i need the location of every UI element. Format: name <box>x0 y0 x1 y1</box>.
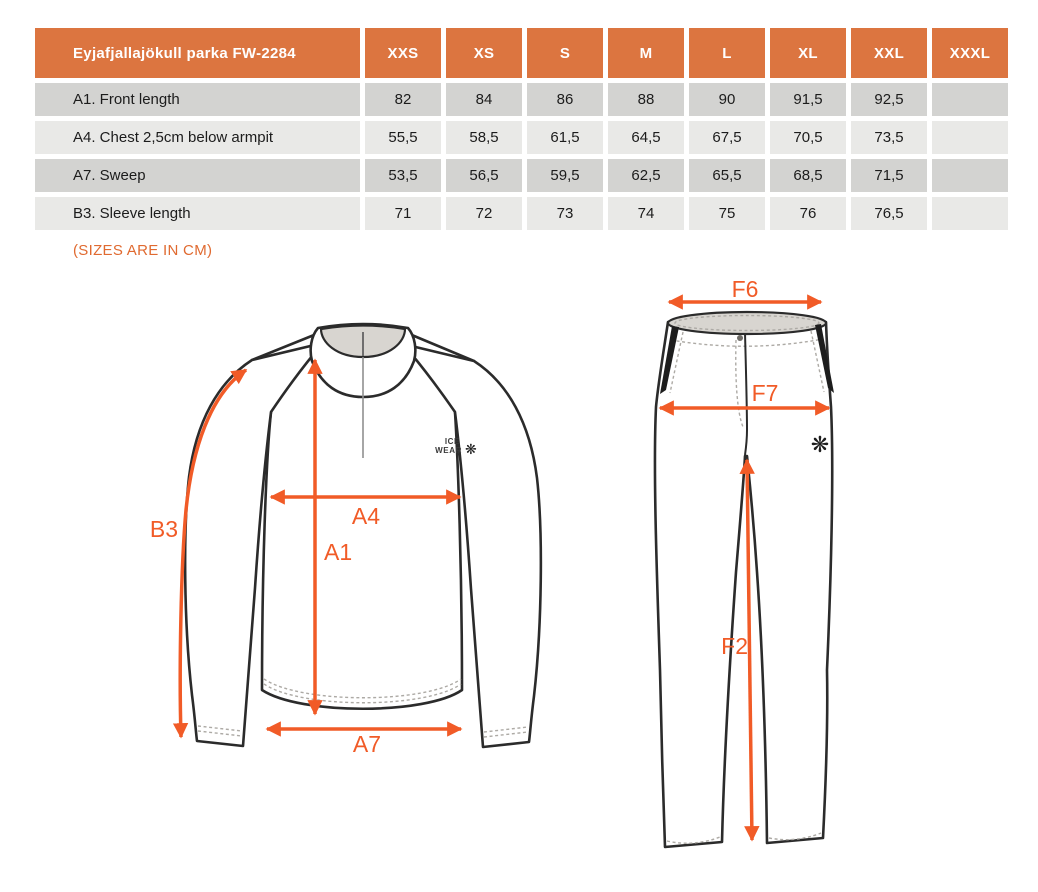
jacket-diagram <box>140 290 592 772</box>
sizes-unit-note: (SIZES ARE IN CM) <box>73 242 213 259</box>
b3-label: B3 <box>149 516 178 542</box>
cell-value: 64,5 <box>608 121 684 154</box>
a1-label: A1 <box>324 539 353 565</box>
brand-logo-text: ICE <box>444 437 460 446</box>
cell-value: 62,5 <box>608 159 684 192</box>
size-table <box>30 23 1013 235</box>
table-row <box>35 197 1008 230</box>
cell-value: 90 <box>689 83 765 116</box>
table-header-row <box>35 28 1008 78</box>
table-row <box>35 121 1008 154</box>
pants-snowflake-icon: ❋ <box>810 433 830 458</box>
brand-logo-text: WEAR <box>435 446 462 455</box>
size-header-l: L <box>689 28 765 78</box>
cell-value: 76,5 <box>851 197 927 230</box>
f2-label: F2 <box>721 633 748 659</box>
cell-value: 56,5 <box>446 159 522 192</box>
cell-value: 86 <box>527 83 603 116</box>
size-header-xxxl: XXXL <box>932 28 1008 78</box>
cell-value: 74 <box>608 197 684 230</box>
cell-value: 55,5 <box>365 121 441 154</box>
cell-value: 76 <box>770 197 846 230</box>
cell-value <box>932 159 1008 192</box>
cell-value <box>932 197 1008 230</box>
pants-button <box>737 335 743 341</box>
row-label: A1. Front length <box>35 83 360 116</box>
row-label: A4. Chest 2,5cm below armpit <box>35 121 360 154</box>
cell-value: 53,5 <box>365 159 441 192</box>
cell-value: 88 <box>608 83 684 116</box>
brand-snowflake-icon: ❋ <box>465 442 477 458</box>
row-label: B3. Sleeve length <box>35 197 360 230</box>
cell-value <box>932 83 1008 116</box>
table-row <box>35 159 1008 192</box>
f7-label: F7 <box>751 380 779 406</box>
size-header-xs: XS <box>446 28 522 78</box>
cell-value: 68,5 <box>770 159 846 192</box>
cell-value: 65,5 <box>689 159 765 192</box>
table-row <box>35 83 1008 116</box>
row-label: A7. Sweep <box>35 159 360 192</box>
cell-value: 59,5 <box>527 159 603 192</box>
cell-value: 61,5 <box>527 121 603 154</box>
size-header-xl: XL <box>770 28 846 78</box>
cell-value: 73 <box>527 197 603 230</box>
cell-value: 82 <box>365 83 441 116</box>
cell-value: 58,5 <box>446 121 522 154</box>
cell-value <box>932 121 1008 154</box>
f6-label: F6 <box>731 280 759 302</box>
a7-label: A7 <box>352 731 382 757</box>
cell-value: 67,5 <box>689 121 765 154</box>
cell-value: 84 <box>446 83 522 116</box>
cell-value: 73,5 <box>851 121 927 154</box>
size-header-m: M <box>608 28 684 78</box>
pants-diagram <box>620 280 1038 892</box>
cell-value: 75 <box>689 197 765 230</box>
cell-value: 92,5 <box>851 83 927 116</box>
cell-value: 72 <box>446 197 522 230</box>
cell-value: 71,5 <box>851 159 927 192</box>
pants-outline <box>655 322 832 847</box>
cell-value: 91,5 <box>770 83 846 116</box>
size-header-xxs: XXS <box>365 28 441 78</box>
a4-label: A4 <box>351 503 381 529</box>
size-header-xxl: XXL <box>851 28 927 78</box>
size-header-s: S <box>527 28 603 78</box>
cell-value: 70,5 <box>770 121 846 154</box>
cell-value: 71 <box>365 197 441 230</box>
product-title-cell: Eyjafjallajökull parka FW-2284 <box>35 28 360 78</box>
